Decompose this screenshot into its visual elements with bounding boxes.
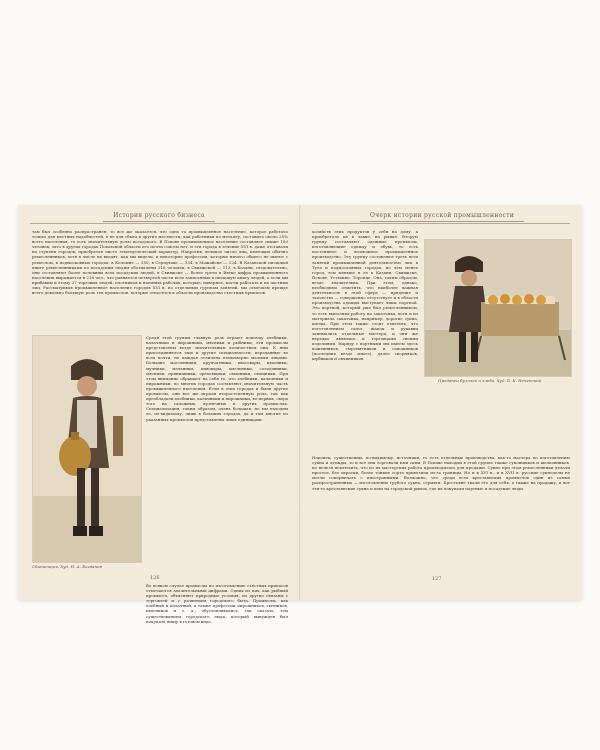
sbitenshchik-painting bbox=[33, 336, 141, 562]
right-running-header bbox=[307, 211, 577, 223]
left-text-right: Среди этой группы главную роль играют повсюду хлебники, калачники и пирожники, мясники и рыбники; эти промыслы представлены везде значительным количеством лиц. К ним присоединяются еще и другие специальности, переданные во всех почти, но каждая отличена неимоверно малыми лицами. Большие масленники, крупчатники, квасовары, квасники, мучники, мельники, пивовары, хмельники, солодовники, мясники, прянишники, ореховщики, свешники, овощники. При этом внимание обращает на себя то, что хлебники, калачники и пирожники, во многих городах составляют значительную часть промышленного населения. Если в этих городах и были другие промыслы, они все же играли второстепенную роль, так как преобладали хлебники, калачники и пирожники, во-первых, сверх того на сапожных, кузнечных и других промыслах. Специализация, таким образом, очень большая, но мы находим ее, по-видимому, лишь в больших городах, да и там многие из указанных промыслов представлены лишь единицами. bbox=[146, 335, 288, 422]
left-header-title: История русского бизнеса bbox=[103, 211, 215, 222]
right-page-number: 127 bbox=[432, 576, 442, 582]
right-text-bottom: Наконец, существенны, по-видимому, источники, то есть отдельные производства, как-то мастера по изготовлению сукна и одежды, то и все они торговали ими сами. В Пскове находим в этой группе также суконщиков и шелковников, но нельзя исключить, что из их мастерских работа производилась для продажи. Сукно при этом ремесленники делали простое, без окраски, более тонкие сорта привозили из-за границы. Но и в XVI в., и в XVII в. русские сукноделы не могли соперничать с иностранными. Возможно, что среди всех крестьянских промыслов один из самых распространенных — изготовление грубого сукна, сермяги. Крестьяне ткали его для себя, а также на продажу, и вот эти-то крестьянские сукна и шли на городской рынок, где их покупали портные и посадские люди. bbox=[312, 455, 570, 491]
left-running-header bbox=[24, 211, 294, 223]
illustration-sbitenshchik bbox=[32, 335, 142, 563]
bread-seller-painting bbox=[425, 240, 571, 376]
left-header-ornament bbox=[30, 223, 288, 224]
book-gutter bbox=[299, 205, 301, 600]
left-caption: Сбитенщик. Худ. Н. А. Богданов bbox=[32, 564, 102, 569]
illustration-bread-seller bbox=[424, 239, 572, 377]
right-header-ornament bbox=[312, 223, 570, 224]
right-text-top: хозяйств этих продуктов у себя на дому, а приобретало их в лавке, на рынке. Вторую группу составляют одежные промыслы, изготовляющие одежду и обувь, то есть постоянное и возможное промышленное производство. Эту группу составляют треть всех занятий промышленной деятельностью лиц в Туле и подмосковных городах, но чем менее город, тем меньше и ее в Казани, Свияжске, Пскове, Устюжне, Торопце. Она, таким образом, везде значительна. При этом, однако, необходимо отметить, что наиболее важная деятельность в этой сфере — прядение и ткачество — совершенно отсутствует и в области производства одежды выступает лишь портной. Это портной, который уже был ремесленником, то есть выполнял работу на заказчика, хотя и из материала заказчика, например, дорогие сукна, шелка. При этом также стоит отметить, что изготовлением сапог, шапок и рукавиц занимались отдельные мастера, и они же нередко являлись и торговцами своими изделиями. Наряду с портными мы имеем здесь кожевников, сыромятников и сапожников (последних везде много), далее скорняков, шубников и овчинников. bbox=[312, 229, 418, 362]
right-header-title: Очерк истории русской промышленности bbox=[360, 211, 524, 222]
left-page-number: 126 bbox=[150, 575, 160, 581]
left-text-top: там был особенно распространен, то все же оказается, что одно то промышленное население, которое работало только для местных надобностей, а не для сбыта в другие местности, как работники по металлу, составило около 25% всего населения, то есть значительную долю посадского. В Пскове промышленное население составляет свыше 180 человек, зато в других городах Псковской области его почти совсем нет, и эти города в течение XVI в. даже отставали на ступени городов, приобретая чисто земледельческий характер. Напротив, великое число лиц, имеющих обычно ремесленников, хотя в числе их входят, как мы видели, и некоторые профессии, которые ничего общего не имеют с ремеслом, в подмосковных городах: в Коломне — 150, в Серпухове — 334, в Можайске — 224. В Казанской писцовой книге ремесленниками по посадским людям обозначены 318 человек, в Свияжской — 113, в Казани, следовательно, они составляют более половины всех посадских людей, в Свияжске — более трети в Вятке цифра промышленного населения выражается в 216 чел., что равняется четвертой части всех записанных в писцовую книгу людей, а если мы прибавим к этому 27 торговых людей, плотников и наемных рабочих, которые, наверное, могли работать и на частных лиц. Рассматривая промышленное население городов XVI в. по отдельным группам занятий, мы отмечаем прежде всего довольно большую роль тех промыслов, которые относятся к области производства съестных припасов. bbox=[32, 229, 288, 296]
right-caption: Продавец булочек и хлеба. Худ. Б. К. Неченский bbox=[438, 378, 542, 383]
left-text-bottom: Во всяком случае промыслы по изготовлению съестных припасов отмечаются значительными цифрами. Одних из них, как рыбный промысел, объясняют природные условия, но другие связаны с торговлей и с развитием городского быта. Промыслы, как хлебный и калачный, а также профессии пирожников, сытников, квасников и т. д., обусловливались, так сказать, тем существованием городского люда, который вынужден был покупать пищу в готовом виде. bbox=[146, 583, 288, 624]
book-spread bbox=[18, 205, 582, 624]
